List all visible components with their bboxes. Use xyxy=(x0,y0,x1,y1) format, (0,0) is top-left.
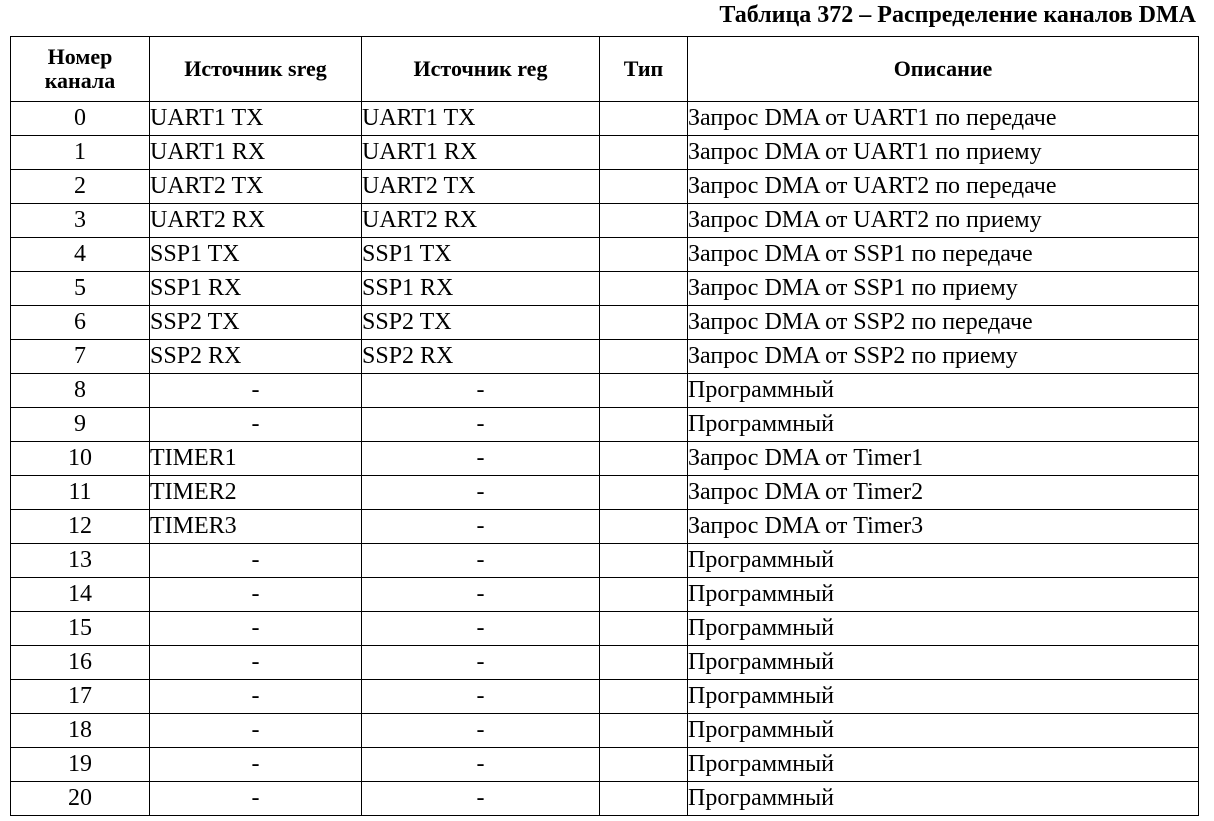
cell-channel-number: 19 xyxy=(11,748,150,782)
cell-type xyxy=(600,102,688,136)
cell-type xyxy=(600,612,688,646)
cell-channel-number: 16 xyxy=(11,646,150,680)
table-row xyxy=(11,408,1199,442)
header-channel-line1: Номер xyxy=(47,44,113,69)
table-row xyxy=(11,782,1199,816)
cell-source-sreg: SSP1 TX xyxy=(150,238,362,272)
cell-source-sreg: - xyxy=(150,646,362,680)
cell-source-reg: SSP2 TX xyxy=(362,306,600,340)
cell-source-reg: - xyxy=(362,748,600,782)
cell-channel-number: 7 xyxy=(11,340,150,374)
table-body xyxy=(11,102,1199,816)
cell-source-sreg: - xyxy=(150,782,362,816)
cell-channel-number: 13 xyxy=(11,544,150,578)
cell-source-reg: UART2 RX xyxy=(362,204,600,238)
cell-source-reg: - xyxy=(362,680,600,714)
cell-source-sreg: TIMER1 xyxy=(150,442,362,476)
cell-source-sreg: - xyxy=(150,612,362,646)
table-row xyxy=(11,442,1199,476)
cell-type xyxy=(600,272,688,306)
table-row xyxy=(11,136,1199,170)
cell-channel-number: 0 xyxy=(11,102,150,136)
cell-source-sreg: TIMER3 xyxy=(150,510,362,544)
cell-description: Запрос DMA от Timer1 xyxy=(688,442,1199,476)
cell-channel-number: 17 xyxy=(11,680,150,714)
cell-channel-number: 18 xyxy=(11,714,150,748)
table-row xyxy=(11,544,1199,578)
cell-source-sreg: UART2 RX xyxy=(150,204,362,238)
cell-source-reg: UART1 RX xyxy=(362,136,600,170)
cell-type xyxy=(600,510,688,544)
cell-description: Запрос DMA от SSP2 по приему xyxy=(688,340,1199,374)
table-row xyxy=(11,476,1199,510)
table-row xyxy=(11,612,1199,646)
cell-source-sreg: UART1 TX xyxy=(150,102,362,136)
cell-type xyxy=(600,782,688,816)
cell-channel-number: 15 xyxy=(11,612,150,646)
table-row xyxy=(11,646,1199,680)
cell-type xyxy=(600,748,688,782)
cell-channel-number: 3 xyxy=(11,204,150,238)
cell-channel-number: 10 xyxy=(11,442,150,476)
cell-description: Программный xyxy=(688,782,1199,816)
header-row xyxy=(11,37,1199,102)
table-header xyxy=(11,37,1199,102)
header-channel-number xyxy=(11,37,150,102)
cell-type xyxy=(600,544,688,578)
cell-description: Запрос DMA от SSP1 по передаче xyxy=(688,238,1199,272)
table-row xyxy=(11,170,1199,204)
table-row xyxy=(11,714,1199,748)
cell-source-reg: - xyxy=(362,714,600,748)
cell-channel-number: 2 xyxy=(11,170,150,204)
cell-source-sreg: SSP1 RX xyxy=(150,272,362,306)
cell-description: Запрос DMA от Timer2 xyxy=(688,476,1199,510)
cell-source-sreg: - xyxy=(150,374,362,408)
header-type: Тип xyxy=(600,37,688,102)
cell-source-reg: - xyxy=(362,510,600,544)
header-channel-line2: канала xyxy=(44,68,116,93)
cell-source-sreg: - xyxy=(150,578,362,612)
table-row xyxy=(11,340,1199,374)
cell-type xyxy=(600,476,688,510)
cell-type xyxy=(600,170,688,204)
cell-source-reg: - xyxy=(362,476,600,510)
cell-source-sreg: - xyxy=(150,408,362,442)
cell-source-reg: - xyxy=(362,646,600,680)
cell-type xyxy=(600,136,688,170)
cell-type xyxy=(600,374,688,408)
table-row xyxy=(11,510,1199,544)
cell-channel-number: 9 xyxy=(11,408,150,442)
cell-source-reg: - xyxy=(362,612,600,646)
cell-type xyxy=(600,238,688,272)
cell-description: Запрос DMA от SSP2 по передаче xyxy=(688,306,1199,340)
cell-type xyxy=(600,578,688,612)
cell-source-sreg: SSP2 RX xyxy=(150,340,362,374)
cell-type xyxy=(600,680,688,714)
cell-channel-number: 11 xyxy=(11,476,150,510)
cell-description: Программный xyxy=(688,680,1199,714)
cell-source-sreg: TIMER2 xyxy=(150,476,362,510)
cell-source-reg: - xyxy=(362,374,600,408)
cell-type xyxy=(600,204,688,238)
cell-source-reg: - xyxy=(362,408,600,442)
cell-source-reg: SSP1 RX xyxy=(362,272,600,306)
cell-channel-number: 5 xyxy=(11,272,150,306)
table-row xyxy=(11,680,1199,714)
cell-source-reg: - xyxy=(362,782,600,816)
table-row xyxy=(11,748,1199,782)
cell-source-sreg: UART2 TX xyxy=(150,170,362,204)
cell-type xyxy=(600,408,688,442)
cell-channel-number: 14 xyxy=(11,578,150,612)
header-source-reg: Источник reg xyxy=(362,37,600,102)
header-description: Описание xyxy=(688,37,1199,102)
cell-channel-number: 20 xyxy=(11,782,150,816)
cell-source-reg: SSP1 TX xyxy=(362,238,600,272)
cell-type xyxy=(600,714,688,748)
cell-channel-number: 6 xyxy=(11,306,150,340)
cell-type xyxy=(600,646,688,680)
table-row xyxy=(11,102,1199,136)
cell-channel-number: 12 xyxy=(11,510,150,544)
cell-source-reg: - xyxy=(362,578,600,612)
table-row xyxy=(11,204,1199,238)
cell-source-reg: - xyxy=(362,544,600,578)
cell-description: Запрос DMA от UART2 по передаче xyxy=(688,170,1199,204)
table-row xyxy=(11,578,1199,612)
table-row xyxy=(11,374,1199,408)
cell-description: Запрос DMA от UART1 по передаче xyxy=(688,102,1199,136)
cell-description: Запрос DMA от UART2 по приему xyxy=(688,204,1199,238)
cell-description: Запрос DMA от UART1 по приему xyxy=(688,136,1199,170)
cell-source-reg: - xyxy=(362,442,600,476)
cell-channel-number: 1 xyxy=(11,136,150,170)
cell-description: Программный xyxy=(688,714,1199,748)
cell-description: Программный xyxy=(688,646,1199,680)
cell-source-sreg: - xyxy=(150,544,362,578)
cell-description: Программный xyxy=(688,408,1199,442)
cell-source-sreg: SSP2 TX xyxy=(150,306,362,340)
cell-description: Программный xyxy=(688,578,1199,612)
dma-channel-table xyxy=(10,36,1199,816)
cell-type xyxy=(600,340,688,374)
header-source-sreg: Источник sreg xyxy=(150,37,362,102)
cell-source-reg: SSP2 RX xyxy=(362,340,600,374)
table-caption: Таблица 372 – Распределение каналов DMA xyxy=(719,2,1196,28)
cell-source-sreg: UART1 RX xyxy=(150,136,362,170)
cell-description: Программный xyxy=(688,544,1199,578)
cell-description: Программный xyxy=(688,748,1199,782)
cell-source-sreg: - xyxy=(150,680,362,714)
table-row xyxy=(11,238,1199,272)
cell-type xyxy=(600,306,688,340)
cell-description: Запрос DMA от SSP1 по приему xyxy=(688,272,1199,306)
cell-source-reg: UART2 TX xyxy=(362,170,600,204)
cell-source-reg: UART1 TX xyxy=(362,102,600,136)
cell-description: Программный xyxy=(688,374,1199,408)
cell-source-sreg: - xyxy=(150,714,362,748)
table-row xyxy=(11,272,1199,306)
cell-channel-number: 8 xyxy=(11,374,150,408)
cell-description: Запрос DMA от Timer3 xyxy=(688,510,1199,544)
cell-channel-number: 4 xyxy=(11,238,150,272)
cell-type xyxy=(600,442,688,476)
table-row xyxy=(11,306,1199,340)
cell-description: Программный xyxy=(688,612,1199,646)
cell-source-sreg: - xyxy=(150,748,362,782)
